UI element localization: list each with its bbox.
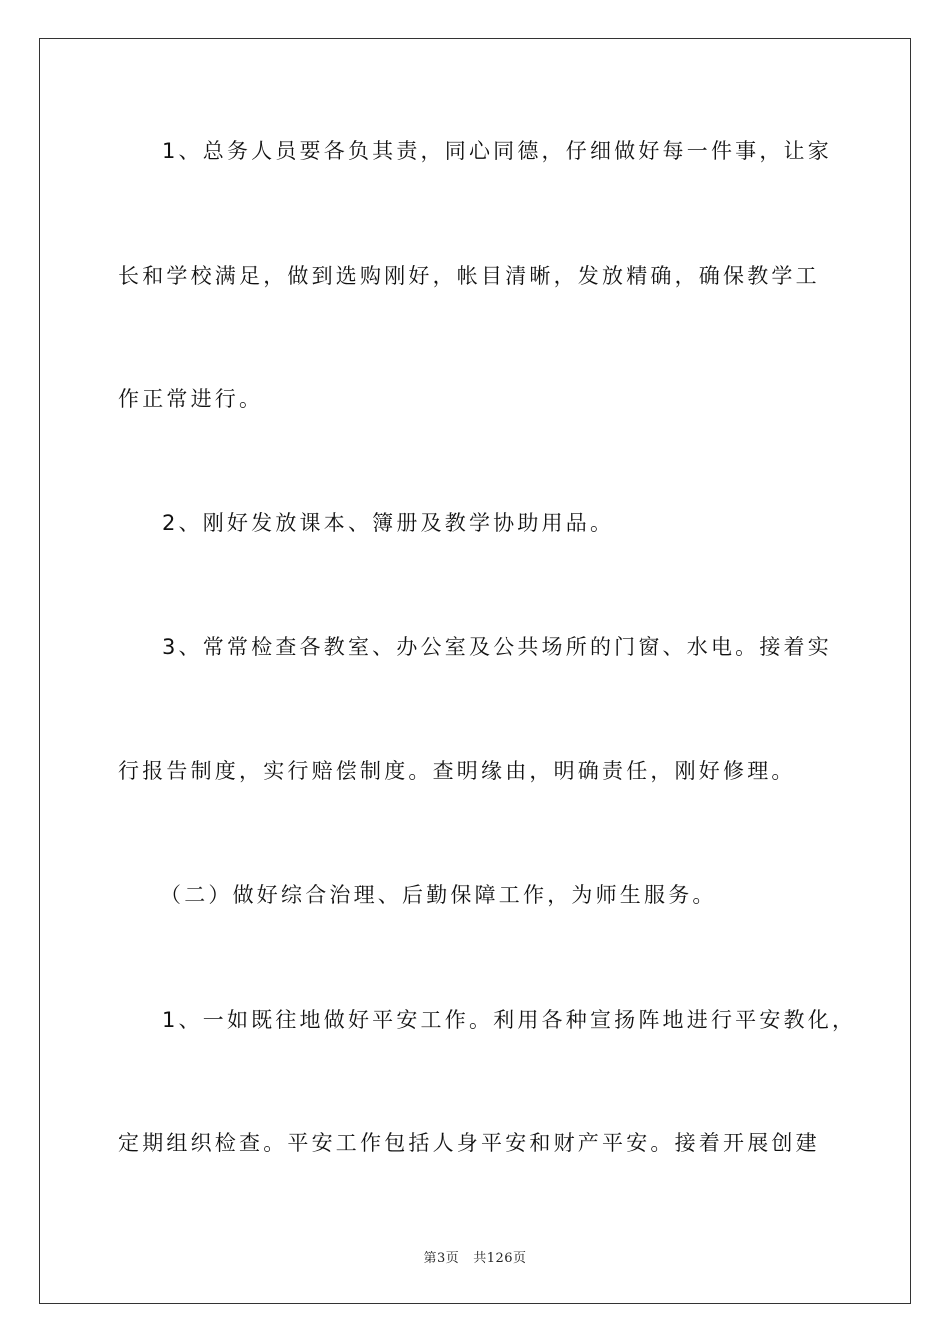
section-heading: （二）做好综合治理、后勤保障工作，为师生服务。	[160, 883, 717, 907]
paragraph-line-7: 1、一如既往地做好平安工作。利用各种宣扬阵地进行平安教化，	[162, 1008, 857, 1032]
paragraph-line-2: 长和学校满足，做到选购刚好，帐目清晰，发放精确，确保教学工	[118, 264, 820, 288]
page-number: 第3页	[423, 1251, 460, 1266]
paragraph-line-1: 1、总务人员要各负其责，同心同德，仔细做好每一件事，让家	[162, 139, 832, 163]
total-pages: 共126页	[473, 1251, 527, 1266]
paragraph-line-4: 2、刚好发放课本、簿册及教学协助用品。	[162, 511, 615, 535]
page-border	[39, 38, 911, 1304]
page-footer	[0, 1247, 950, 1266]
paragraph-line-3: 作正常进行。	[118, 387, 264, 411]
paragraph-line-5: 3、常常检查各教室、办公室及公共场所的门窗、水电。接着实	[162, 635, 832, 659]
paragraph-line-6: 行报告制度，实行赔偿制度。查明缘由，明确责任，刚好修理。	[118, 759, 796, 783]
paragraph-line-8: 定期组织检查。平安工作包括人身平安和财产平安。接着开展创建	[118, 1131, 820, 1155]
